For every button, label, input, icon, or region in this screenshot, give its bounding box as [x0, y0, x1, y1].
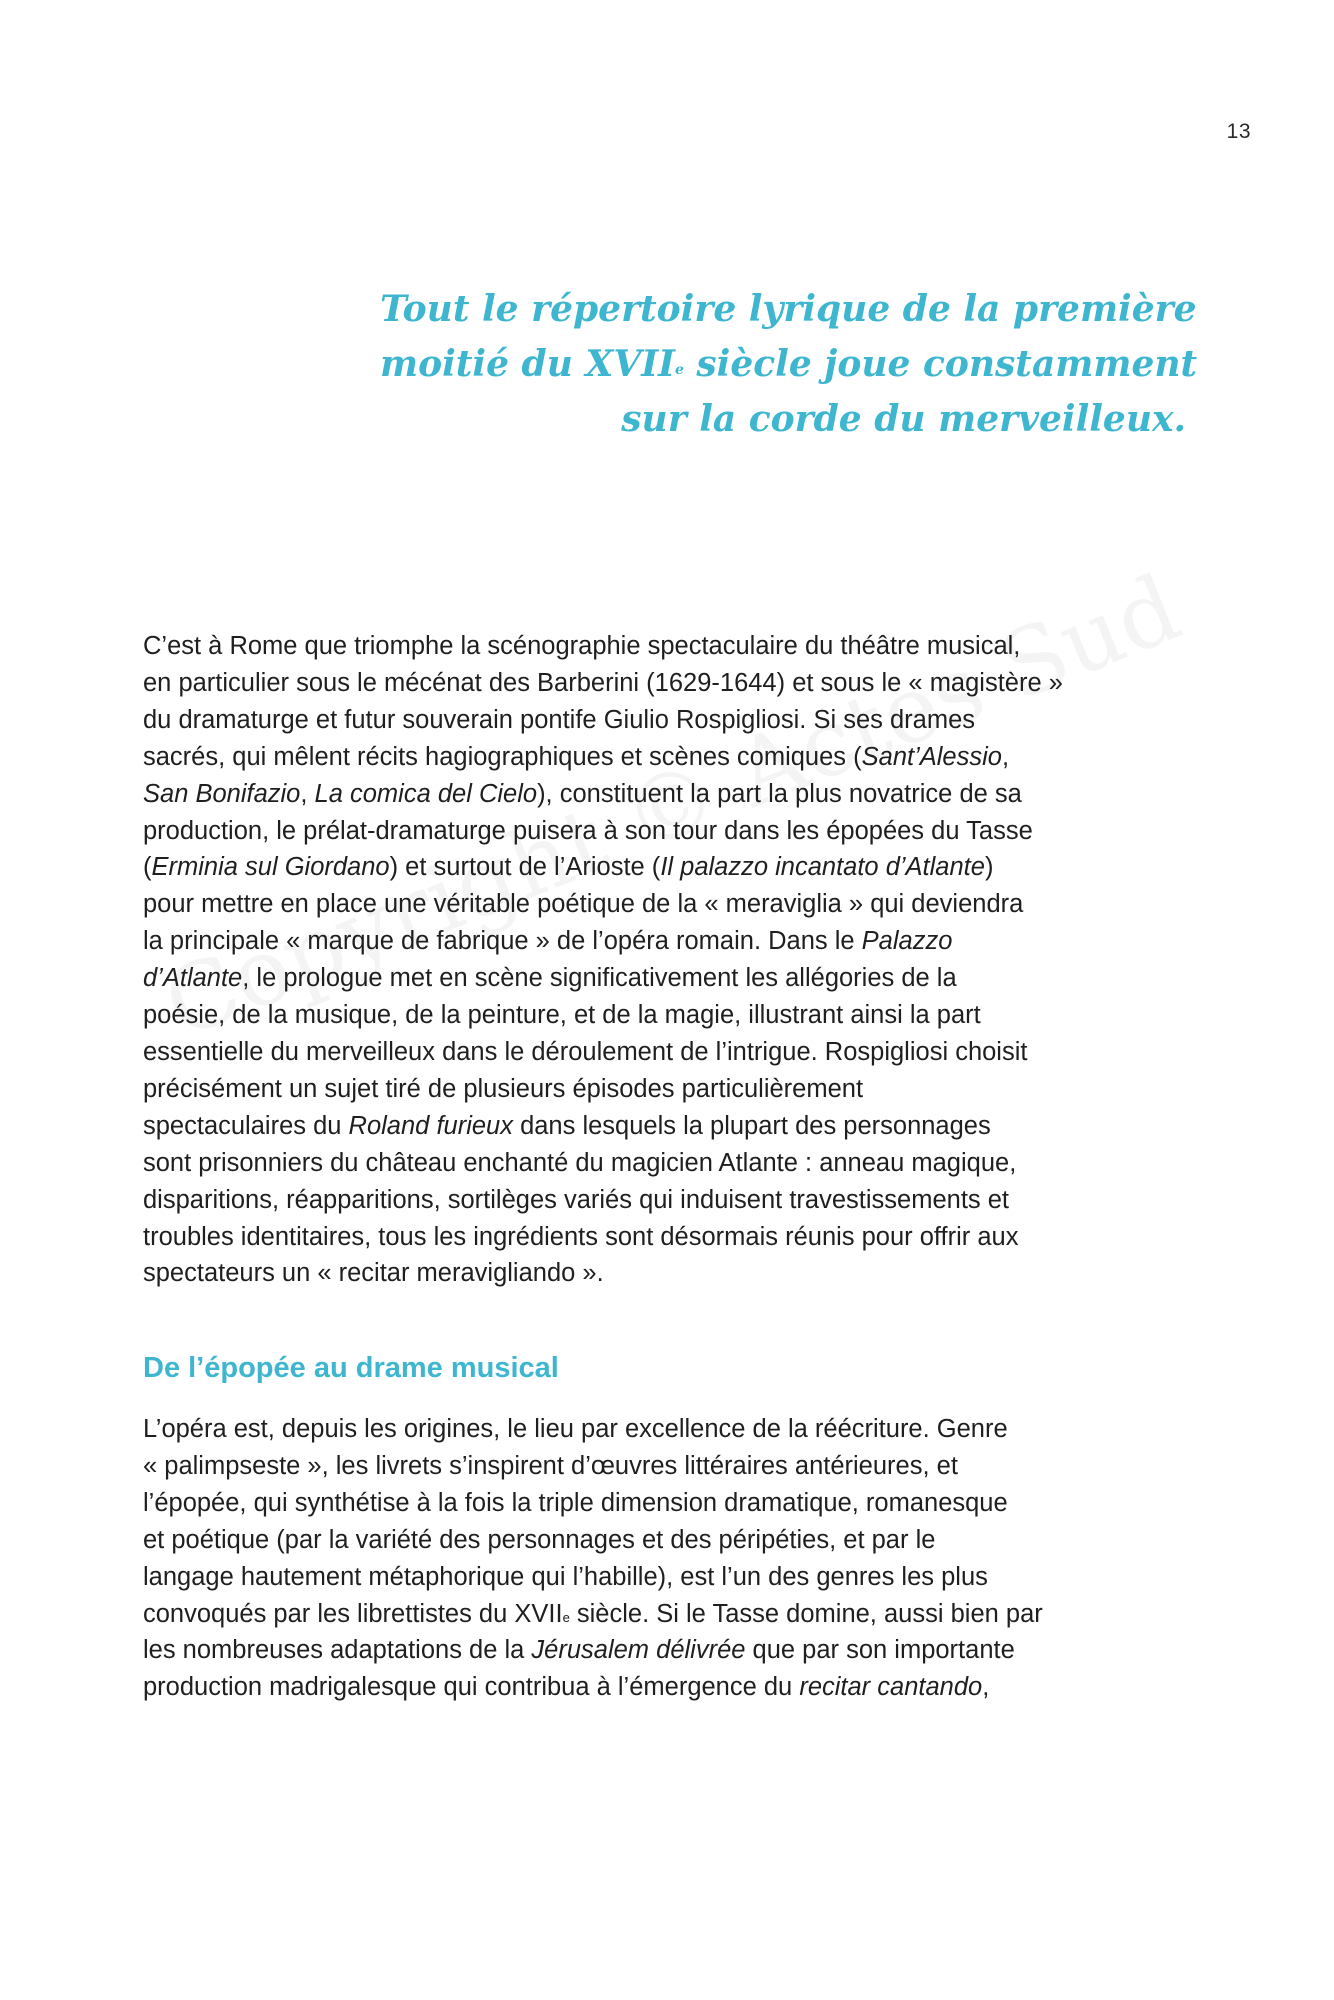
text-run: siècle. Si le Tasse domine, aussi bien par: [569, 1599, 1043, 1628]
text-run: ): [984, 853, 994, 882]
italic-title: Erminia sul Giordano: [151, 853, 390, 882]
text-line: poésie, de la musique, de la peinture, et de la magie, illustrant ainsi la part: [143, 1001, 981, 1030]
italic-title: d’Atlante: [143, 964, 243, 993]
text-line: langage hautement métaphorique qui l’habille), est l’un des genres les plus: [143, 1562, 988, 1591]
text-line: du dramaturge et futur souverain pontife Giulio Rospigliosi. Si ses drames: [143, 705, 975, 734]
text-line: [143, 1596, 1203, 1633]
text-run: ,: [982, 1673, 990, 1702]
body-paragraph: [143, 628, 1203, 1292]
text-run: ,: [300, 779, 315, 808]
superscript: e: [562, 1609, 570, 1625]
text-line: [143, 923, 1203, 960]
italic-title: Jérusalem délivrée: [531, 1636, 746, 1665]
text-line: [143, 739, 1203, 776]
text-line: disparitions, réapparitions, sortilèges variés qui induisent travestissements et: [143, 1185, 1010, 1214]
italic-title: recitar cantando: [799, 1673, 983, 1702]
text-line: L’opéra est, depuis les origines, le lieu par excellence de la réécriture. Genre: [143, 1415, 1008, 1443]
text-line: [143, 849, 1203, 886]
text-line: production, le prélat-dramaturge puisera à son tour dans les épopées du Tasse: [143, 816, 1033, 845]
text-line: [143, 1108, 1203, 1145]
text-run: que par son importante: [745, 1636, 1015, 1665]
pull-quote-line: sur la corde du merveilleux.: [621, 398, 1186, 440]
text-run: , le prologue met en scène significativement les allégories de la: [242, 964, 957, 993]
text-line: « palimpseste », les livrets s’inspirent d’œuvres littéraires antérieures, et: [143, 1451, 958, 1480]
text-run: production madrigalesque qui contribua à l’émergence du: [143, 1673, 800, 1702]
text-line: précisément un sujet tiré de plusieurs épisodes particulièrement: [143, 1074, 864, 1103]
section-heading: De l’épopée au drame musical: [143, 1352, 559, 1384]
text-run: les nombreuses adaptations de la: [143, 1636, 532, 1665]
text-line: C’est à Rome que triomphe la scénographie spectaculaire du théâtre musical,: [143, 632, 1021, 660]
italic-title: Palazzo: [861, 927, 953, 956]
text-line: [143, 1669, 1203, 1706]
text-line: spectateurs un « recitar meravigliando ».: [143, 1259, 604, 1288]
text-line: et poétique (par la variété des personnages et des péripéties, et par le: [143, 1525, 936, 1554]
text-line: en particulier sous le mécénat des Barberini (1629-1644) et sous le « magistère »: [143, 668, 1063, 697]
text-line: essentielle du merveilleux dans le déroulement de l’intrigue. Rospigliosi choisit: [143, 1037, 1028, 1066]
italic-title: Roland furieux: [348, 1111, 513, 1140]
pull-quote-line: Tout le répertoire lyrique de la première: [380, 288, 1197, 330]
pull-quote: [380, 282, 1198, 447]
text-run: ,: [1001, 742, 1010, 771]
text-line: troubles identitaires, tous les ingrédients sont désormais réunis pour offrir aux: [143, 1222, 1019, 1251]
text-run: ), constituent la part la plus novatrice de sa: [537, 779, 1022, 808]
text-run: convoqués par les librettistes du XVII: [143, 1599, 563, 1628]
text-line: [143, 960, 1203, 997]
text-run: sacrés, qui mêlent récits hagiographiques et scènes comiques (: [143, 742, 862, 771]
pull-quote-text: moitié du XVII: [380, 343, 675, 385]
text-line: [143, 776, 1203, 813]
text-run: spectaculaires du: [143, 1111, 349, 1140]
text-line: sont prisonniers du château enchanté du magicien Atlante : anneau magique,: [143, 1148, 1017, 1177]
italic-title: Sant’Alessio: [861, 742, 1002, 771]
text-run: dans lesquels la plupart des personnages: [512, 1111, 991, 1140]
text-line: l’épopée, qui synthétise à la fois la triple dimension dramatique, romanesque: [143, 1488, 1008, 1517]
superscript: e: [674, 362, 684, 378]
pull-quote-text: siècle joue constamment: [683, 343, 1198, 385]
italic-title: Il palazzo incantato d’Atlante: [660, 853, 985, 882]
pull-quote-line: [380, 337, 1198, 392]
italic-title: La comica del Cielo: [314, 779, 538, 808]
text-run: ) et surtout de l’Arioste (: [389, 853, 661, 882]
text-line: [143, 1632, 1203, 1669]
text-run: (: [143, 853, 152, 882]
text-line: pour mettre en place une véritable poétique de la « meraviglia » qui deviendra: [143, 890, 1024, 919]
text-run: la principale « marque de fabrique » de l’opéra romain. Dans le: [143, 927, 862, 956]
italic-title: San Bonifazio: [143, 779, 301, 808]
body-paragraph: [143, 1411, 1203, 1706]
page-number: 13: [1226, 120, 1251, 143]
